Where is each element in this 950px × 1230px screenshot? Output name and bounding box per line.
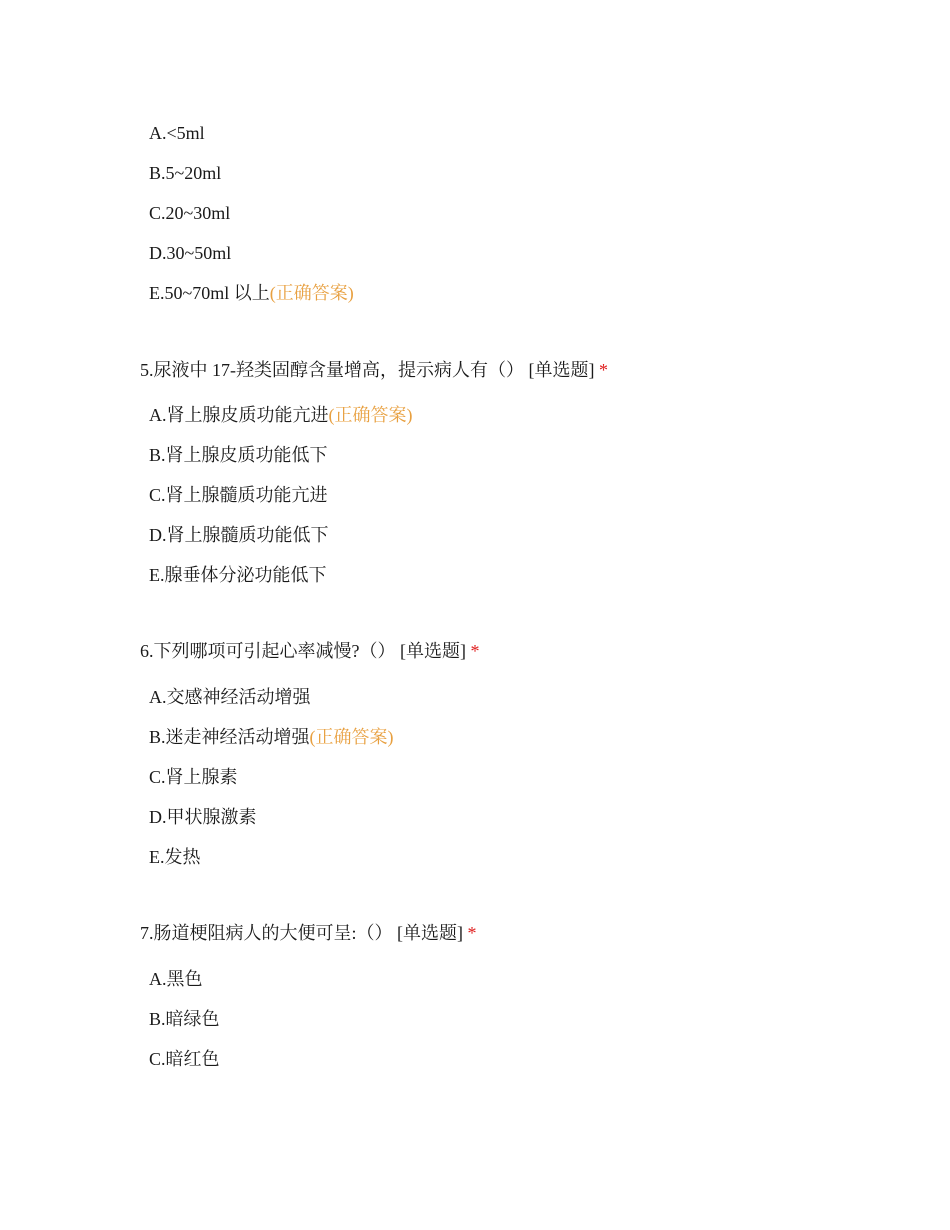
question-text: 5.尿液中 17-羟类固醇含量增高，提示病人有（） [单选题] (140, 360, 595, 380)
option-text: C.暗红色 (149, 1049, 220, 1069)
required-mark: * (598, 360, 608, 380)
question-text: 6.下列哪项可引起心率减慢?（） [单选题] (140, 641, 466, 661)
option-text: D.30~50ml (149, 243, 232, 263)
option-line (149, 241, 231, 265)
option-text: A.黑色 (149, 969, 203, 989)
option-text: A.<5ml (149, 123, 205, 143)
option-line (149, 161, 221, 185)
option-line (149, 1007, 220, 1031)
option-line (149, 201, 230, 225)
correct-answer-tag: (正确答案) (328, 405, 413, 425)
correct-answer-tag: (正确答案) (269, 283, 354, 303)
option-line (149, 523, 329, 547)
option-text: B.暗绿色 (149, 1009, 220, 1029)
option-text: B.迷走神经活动增强 (149, 727, 310, 747)
required-mark: * (470, 641, 480, 661)
option-line (149, 403, 413, 427)
option-text: B.肾上腺皮质功能低下 (149, 445, 328, 465)
option-text: D.甲状腺激素 (149, 807, 257, 827)
question-title (140, 358, 608, 382)
option-text: E.发热 (149, 847, 201, 867)
question-title (140, 639, 479, 663)
option-line (149, 765, 238, 789)
option-line (149, 121, 205, 145)
option-text: A.肾上腺皮质功能亢进 (149, 405, 329, 425)
option-line (149, 483, 328, 507)
option-text: C.肾上腺素 (149, 767, 238, 787)
option-line (149, 967, 203, 991)
option-text: C.肾上腺髓质功能亢进 (149, 485, 328, 505)
option-line (149, 805, 257, 829)
option-text: A.交感神经活动增强 (149, 687, 311, 707)
option-text: D.肾上腺髓质功能低下 (149, 525, 329, 545)
option-text: E.腺垂体分泌功能低下 (149, 565, 327, 585)
correct-answer-tag: (正确答案) (309, 727, 394, 747)
option-text: E.50~70ml 以上 (149, 283, 270, 303)
option-line (149, 725, 394, 749)
option-text: B.5~20ml (149, 163, 222, 183)
option-line (149, 281, 354, 305)
question-text: 7.肠道梗阻病人的大便可呈:（） [单选题] (140, 923, 463, 943)
required-mark: * (467, 923, 477, 943)
option-line (149, 685, 311, 709)
option-line (149, 443, 328, 467)
option-line (149, 1047, 220, 1071)
option-line (149, 845, 201, 869)
option-text: C.20~30ml (149, 203, 231, 223)
option-line (149, 563, 327, 587)
question-title (140, 921, 477, 945)
